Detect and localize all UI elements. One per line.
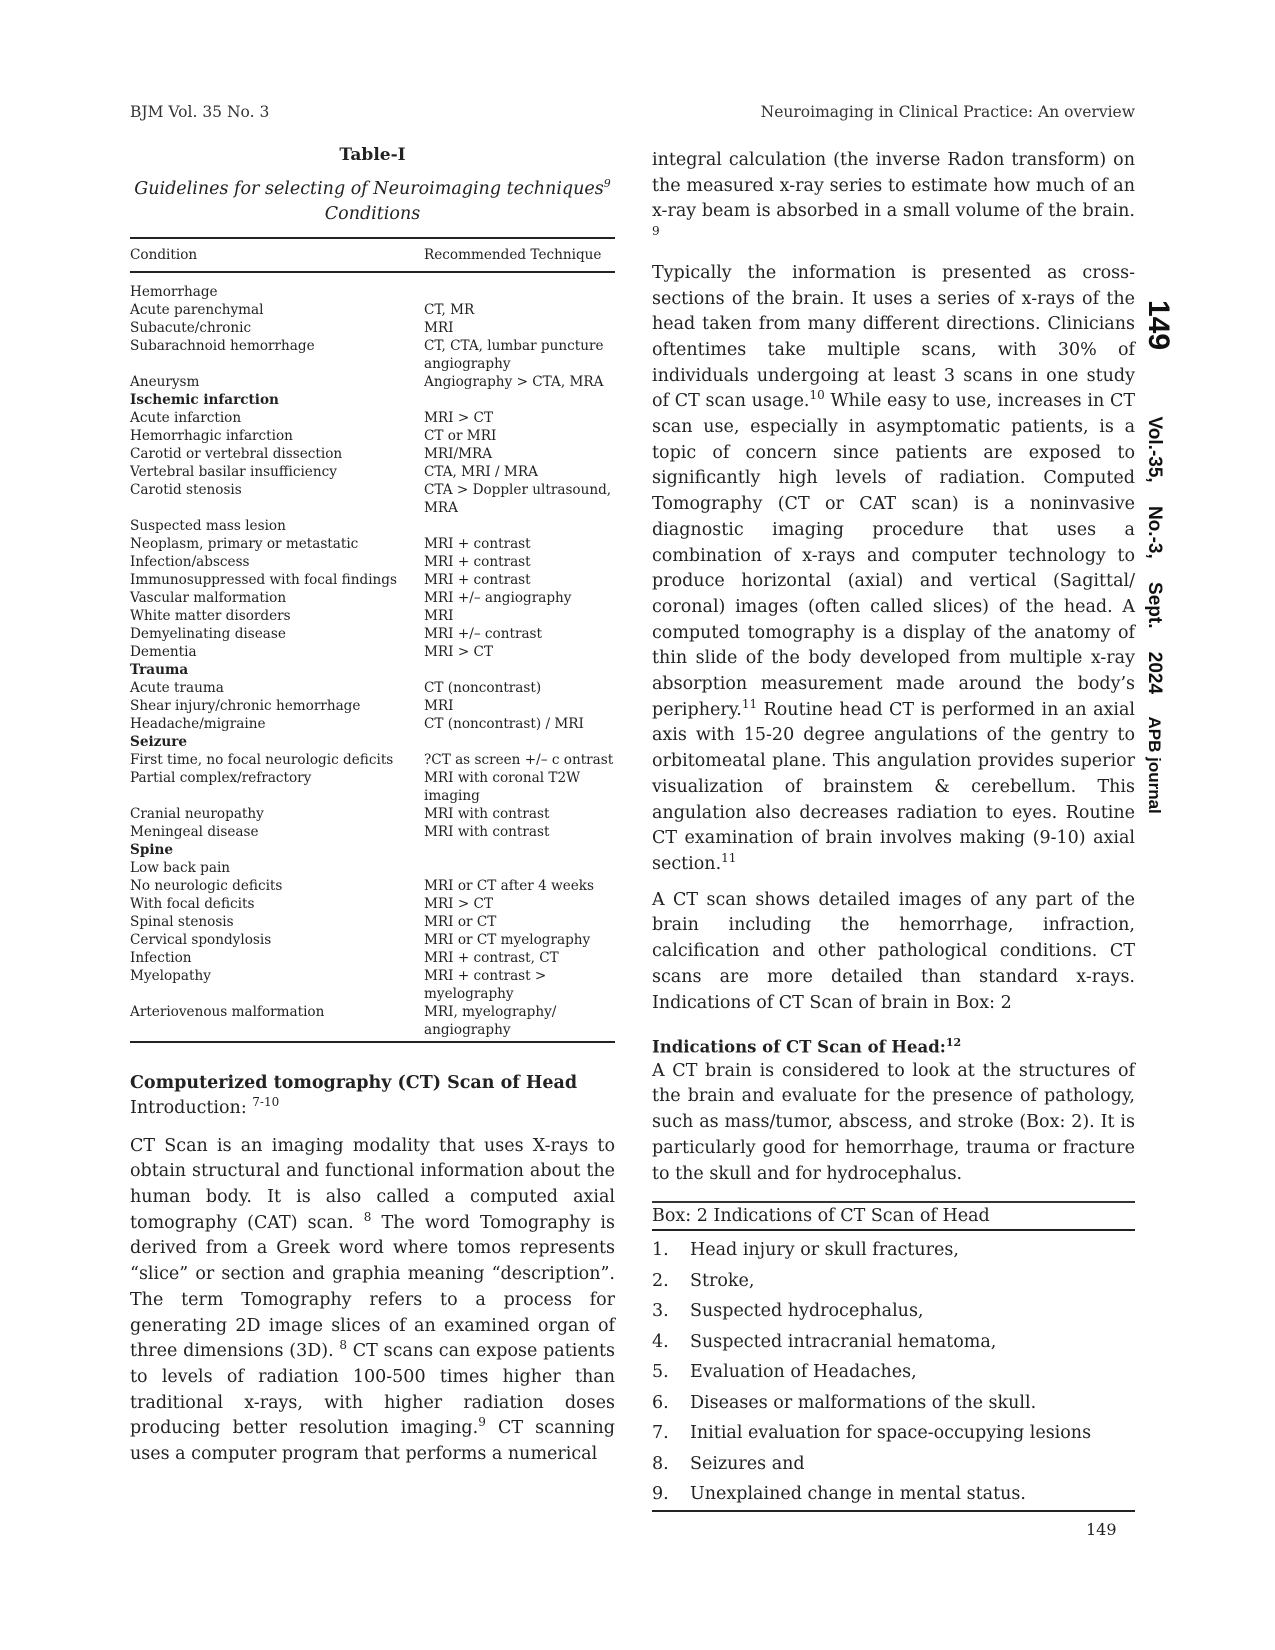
table-row <box>130 272 615 301</box>
indications-heading <box>652 1036 1135 1057</box>
text-run: CT Scan is an imaging modality that uses X-rays to obtain structural and functional information about the human body. It is also called a computed axial tomography (CAT) scan. <box>130 1135 615 1233</box>
table-cell-technique: MRI + contrast > myelography <box>424 967 547 1002</box>
text-run: While easy to use, increases in CT scan use, especially in asymptomatic patients, is a topic of concern since patients are exposed to significantly high levels of radiation. Computed Tomography (CT or CAT scan) is a noninvasive diagnostic imaging procedure that uses a combination of x-rays and computer technology to produce horizontal (axial) and vertical (Sagittal/ coronal) images (often called slices) of the head. A computed tomography is a display of the anatomy of thin slide of the body developed from multiple x-ray absorption measurement made around the body’s periphery. <box>652 391 1136 720</box>
table-cell-condition: Dementia <box>130 643 197 660</box>
table-cell-condition: Spinal stenosis <box>130 913 234 930</box>
section-heading: Computerized tomography (CT) Scan of Head <box>130 1072 578 1093</box>
list-item <box>652 1449 1135 1480</box>
table-cell-technique: MRI or CT after 4 weeks <box>424 877 595 894</box>
citation-ref: 9 <box>478 1415 486 1430</box>
table-row <box>130 301 615 319</box>
table-row <box>130 463 615 481</box>
table-row <box>130 913 615 931</box>
table-cell-technique: MRI <box>424 697 454 714</box>
table-cell-technique: MRI + contrast <box>424 553 531 570</box>
list-item-text: Evaluation of Headaches, <box>690 1362 917 1383</box>
table-title: Table-I <box>339 145 406 165</box>
table-cell-technique: CT, MR <box>424 301 475 318</box>
citation-ref: 9 <box>652 224 660 239</box>
table-cell-technique <box>424 517 615 535</box>
table-cell-technique <box>424 841 615 859</box>
citation-ref: 11 <box>741 696 758 711</box>
table-row <box>130 949 615 967</box>
table-cell-condition: Subarachnoid hemorrhage <box>130 337 315 354</box>
table-cell-condition: Acute trauma <box>130 679 224 696</box>
guidelines-table <box>130 237 615 1043</box>
side-tab <box>1141 300 1175 814</box>
text-run: CT scanning uses a computer program that performs a numerical <box>130 1418 616 1465</box>
table-cell-technique: CTA > Doppler ultrasound, MRA <box>424 481 612 516</box>
list-item-number: 5. <box>652 1362 669 1383</box>
table-cell-technique: MRI with contrast <box>424 805 550 822</box>
table-cell-technique: MRI > CT <box>424 409 494 426</box>
table-cell-technique: MRI <box>424 607 454 624</box>
table-cell-condition: Myelopathy <box>130 967 211 984</box>
table-cell-condition: Subacute/chronic <box>130 319 252 336</box>
table-row <box>130 679 615 697</box>
text-run: integral calculation (the inverse Radon transform) on the measured x-ray series to estimate how much of an x-ray beam is absorbed in a small volume of the brain. <box>652 150 1135 222</box>
table-row <box>130 661 615 679</box>
list-item <box>652 1296 1135 1327</box>
table-row <box>130 409 615 427</box>
list-item-number: 9. <box>652 1484 669 1505</box>
list-item-text: Suspected hydrocephalus, <box>690 1301 924 1322</box>
table-cell-condition: Suspected mass lesion <box>130 517 286 534</box>
table-cell-condition: Partial complex/refractory <box>130 769 312 786</box>
table-cell-technique: MRI + contrast <box>424 535 531 552</box>
table-cell-condition: Hemorrhage <box>130 283 218 300</box>
text-run: CT scans can expose patients to levels of radiation 100-500 times higher than traditional x-rays, with higher radiation doses producing better resolution imaging. <box>130 1341 615 1439</box>
list-item-number: 7. <box>652 1423 669 1444</box>
table-row <box>130 931 615 949</box>
table-row <box>130 841 615 859</box>
table-cell-technique: MRI or CT myelography <box>424 931 591 948</box>
table-cell-condition: With focal deficits <box>130 895 255 912</box>
table-cell-technique: Angiography > CTA, MRA <box>424 373 604 390</box>
table-group-heading: Seizure <box>130 733 188 750</box>
table-caption-ref: 9 <box>603 177 611 190</box>
table-header-row <box>130 238 615 272</box>
table-body <box>130 272 615 1042</box>
table-cell-condition: Infection/abscess <box>130 553 250 570</box>
table-row <box>130 895 615 913</box>
page-number: 149 <box>1086 1520 1117 1539</box>
table-cell-condition: First time, no focal neurologic deficits <box>130 751 394 768</box>
table-cell-technique: MRI + contrast <box>424 571 531 588</box>
box-title: Box: 2 Indications of CT Scan of Head <box>652 1203 1135 1231</box>
table-row <box>130 517 615 535</box>
table-caption-text: Guidelines for selecting of Neuroimaging techniques <box>134 178 604 199</box>
intro-ref: 7-10 <box>252 1094 280 1109</box>
table-cell-condition: Headache/migraine <box>130 715 266 732</box>
table-row <box>130 571 615 589</box>
table-cell-condition: White matter disorders <box>130 607 291 624</box>
list-item-number: 1. <box>652 1240 669 1261</box>
table-row <box>130 805 615 823</box>
table-cell-technique <box>424 272 615 301</box>
table-cell-condition: Acute parenchymal <box>130 301 264 318</box>
table-row <box>130 625 615 643</box>
table-cell-technique: MRI/MRA <box>424 445 493 462</box>
table-cell-technique <box>424 733 615 751</box>
table-cell-technique: MRI > CT <box>424 895 494 912</box>
table-row <box>130 445 615 463</box>
list-item-text: Initial evaluation for space-occupying lesions <box>690 1423 1092 1444</box>
table-row <box>130 967 615 1003</box>
citation-ref: 10 <box>809 388 825 403</box>
table-cell-condition: Infection <box>130 949 192 966</box>
column-header-technique: Recommended Technique <box>424 238 615 272</box>
list-item <box>652 1388 1135 1419</box>
table-row <box>130 481 615 517</box>
text-run: Typically the information is presented as cross-sections of the brain. It uses a series of x-rays of the head taken from many different directions. Clinicians oftentimes take multiple scans, with 30% of individuals undergoing at least 3 scans in one study of CT scan usage. <box>652 262 1135 412</box>
paragraph-indications: A CT brain is considered to look at the structures of the brain and evaluate for the presence of pathology, such as mass/tumor, abscess, and stroke (Box: 2). It is particularly good for hemorrhage, trauma or fracture to the skull and for hydrocephalus. <box>652 1060 1135 1184</box>
table-row <box>130 697 615 715</box>
citation-ref: 8 <box>339 1338 348 1353</box>
list-item <box>652 1479 1135 1510</box>
list-item-number: 6. <box>652 1392 669 1413</box>
table-cell-condition: Immunosuppressed with focal findings <box>130 571 397 588</box>
indications-heading-text: Indications of CT Scan of Head: <box>652 1037 946 1057</box>
citation-ref: 12 <box>945 1036 962 1050</box>
table-cell-condition: No neurologic deficits <box>130 877 283 894</box>
table-cell-condition: Cranial neuropathy <box>130 805 264 822</box>
list-item-text: Diseases or malformations of the skull. <box>690 1392 1037 1413</box>
list-item <box>652 1266 1135 1297</box>
paragraph-ct-detail: A CT scan shows detailed images of any part of the brain including the hemorrhage, infraction, calcification and other pathological conditions. CT scans are more detailed than standard x-rays. Indications of CT Scan of brain in Box: 2 <box>652 889 1135 1013</box>
table-cell-condition: Meningeal disease <box>130 823 259 840</box>
table-cell-condition: Shear injury/chronic hemorrhage <box>130 697 361 714</box>
table-row <box>130 859 615 877</box>
table-cell-technique: MRI > CT <box>424 643 494 660</box>
table-cell-technique: MRI with contrast <box>424 823 550 840</box>
table-row <box>130 643 615 661</box>
running-head-right: Neuroimaging in Clinical Practice: An overview <box>760 103 1135 121</box>
list-item-text: Suspected intracranial hematoma, <box>690 1331 997 1352</box>
paragraph-ct-intro <box>130 1134 615 1468</box>
table-cell-condition: Vascular malformation <box>130 589 287 606</box>
table-cell-condition: Low back pain <box>130 859 231 876</box>
indications-list <box>652 1231 1135 1512</box>
table-row <box>130 1003 615 1042</box>
table-row <box>130 391 615 409</box>
list-item-text: Head injury or skull fractures, <box>690 1240 959 1261</box>
citation-ref: 11 <box>721 851 737 866</box>
table-cell-technique <box>424 661 615 679</box>
table-row <box>130 823 615 841</box>
table-cell-condition: Arteriovenous malformation <box>130 1003 424 1042</box>
running-head-left: BJM Vol. 35 No. 3 <box>130 103 270 121</box>
table-cell-condition: Cervical spondylosis <box>130 931 272 948</box>
table-row <box>130 337 615 373</box>
table-cell-condition: Carotid or vertebral dissection <box>130 445 343 462</box>
table-cell-technique: CTA, MRI / MRA <box>424 463 538 480</box>
table-caption-line2: Conditions <box>324 203 421 224</box>
table-row <box>130 607 615 625</box>
table-cell-technique: MRI +/– angiography <box>424 589 572 606</box>
list-item-text: Unexplained change in mental status. <box>690 1484 1026 1505</box>
table-cell-technique <box>424 391 615 409</box>
column-header-condition: Condition <box>130 238 424 272</box>
table-cell-technique: MRI + contrast, CT <box>424 949 559 966</box>
list-item-number: 2. <box>652 1270 669 1291</box>
table-row <box>130 733 615 751</box>
table-cell-condition: Acute infarction <box>130 409 242 426</box>
table-row <box>130 319 615 337</box>
text-run: The word Tomography is derived from a Greek word where tomos represents “slice” or section and graphia meaning “description”. The term Tomography refers to a process for generating 2D image slices of an examined organ of three dimensions (3D). <box>130 1212 615 1362</box>
table-cell-condition: Demyelinating disease <box>130 625 286 642</box>
table-row <box>130 553 615 571</box>
table-cell-technique: CT (noncontrast) / MRI <box>424 715 584 732</box>
table-cell-technique: CT or MRI <box>424 427 497 444</box>
table-cell-technique: MRI with coronal T2W imaging <box>424 769 581 804</box>
left-column <box>130 145 615 1478</box>
paragraph-radon <box>652 148 1135 251</box>
intro-text: Introduction: <box>130 1097 253 1118</box>
table-cell-technique: CT (noncontrast) <box>424 679 542 696</box>
table-cell-condition: Carotid stenosis <box>130 481 242 498</box>
table-cell-condition: Hemorrhagic infarction <box>130 427 293 444</box>
list-item-number: 8. <box>652 1453 669 1474</box>
list-item <box>652 1235 1135 1266</box>
table-cell-technique: ?CT as screen +/– c ontrast <box>424 751 614 768</box>
table-row <box>130 427 615 445</box>
table-row <box>130 589 615 607</box>
table-caption <box>130 171 615 227</box>
table-row <box>130 751 615 769</box>
list-item <box>652 1418 1135 1449</box>
table-row <box>130 715 615 733</box>
table-row <box>130 373 615 391</box>
indications-box <box>652 1201 1135 1512</box>
right-column <box>652 148 1135 1512</box>
side-journal-name: APB journal <box>1145 716 1164 814</box>
table-cell-technique: MRI, myelography/ angiography <box>424 1003 615 1042</box>
side-page-number: 149 <box>1142 300 1175 351</box>
table-group-heading: Trauma <box>130 661 189 678</box>
table-cell-technique: MRI +/– contrast <box>424 625 542 642</box>
table-row <box>130 769 615 805</box>
table-cell-technique <box>424 859 615 877</box>
table-group-heading: Ischemic infarction <box>130 391 279 408</box>
text-run: Routine head CT is performed in an axial axis with 15-20 degree angulations of the gentry to orbitomeatal plane. This angulation provides superior visualization of brainstem & cerebellum. This angulation also decreases radiation to eyes. Routine CT examination of brain involves making (9-10) axial section. <box>652 699 1135 874</box>
table-cell-condition: Vertebral basilar insufficiency <box>130 463 337 480</box>
list-item-text: Seizures and <box>690 1453 805 1474</box>
list-item-text: Stroke, <box>690 1270 755 1291</box>
intro-label <box>130 1095 615 1118</box>
list-item-number: 3. <box>652 1301 669 1322</box>
paragraph-cross-sections <box>652 261 1135 878</box>
table-cell-technique: MRI <box>424 319 454 336</box>
table-cell-condition: Aneurysm <box>130 373 200 390</box>
side-volume-info: Vol.-35, No.-3, Sept. 2024 <box>1144 416 1165 695</box>
list-item-number: 4. <box>652 1331 669 1352</box>
table-cell-technique: CT, CTA, lumbar puncture angiography <box>424 337 604 372</box>
citation-ref: 8 <box>363 1209 372 1224</box>
list-item <box>652 1327 1135 1358</box>
list-item <box>652 1357 1135 1388</box>
table-cell-technique: MRI or CT <box>424 913 497 930</box>
table-row <box>130 877 615 895</box>
table-cell-condition: Neoplasm, primary or metastatic <box>130 535 359 552</box>
table-group-heading: Spine <box>130 841 174 858</box>
table-row <box>130 535 615 553</box>
